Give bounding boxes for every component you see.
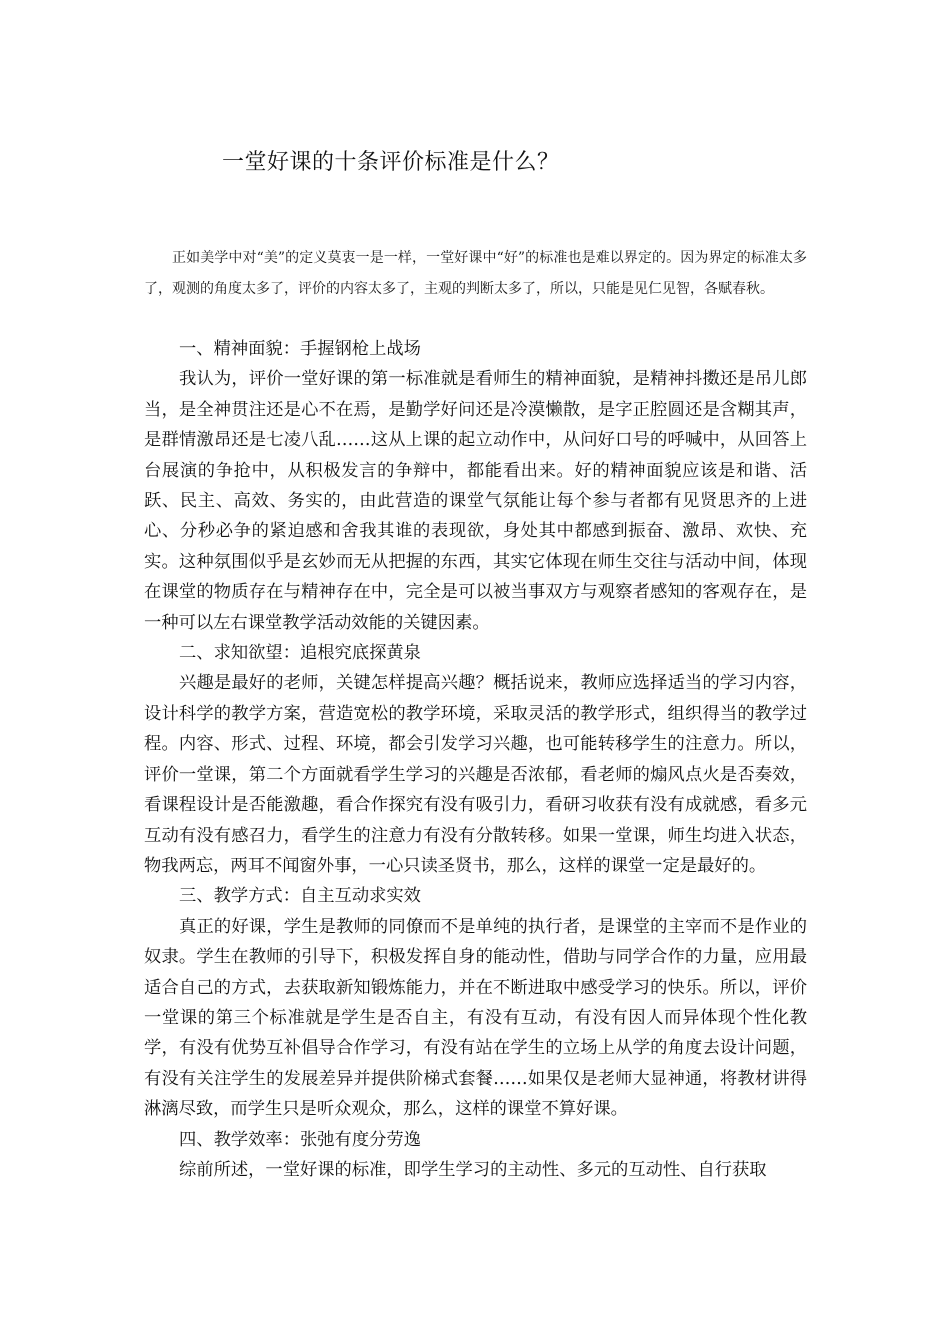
intro-paragraph: 正如美学中对“美”的定义莫衷一是一样，一堂好课中“好”的标准也是难以界定的。因为界定的标准太多了，观测的角度太多了，评价的内容太多了，主观的判断太多了，所以，只能是见仁见智，各赋春秋。: [144, 250, 807, 297]
document-body: [144, 334, 807, 1185]
section-paragraph-2: 兴趣是最好的老师，关键怎样提高兴趣？概括说来，教师应选择适当的学习内容，设计科学的教学方案，营造宽松的教学环境，采取灵活的教学形式，组织得当的教学过程。内容、形式、过程、环境，都会引发学习兴趣，也可能转移学生的注意力。所以，评价一堂课，第二个方面就看学生学习的兴趣是否浓郁，看老师的煽风点火是否奏效，看课程设计是否能激趣，看合作探究有没有吸引力，看研习收获有没有成就感，看多元互动有没有感召力，看学生的注意力有没有分散转移。如果一堂课，师生均进入状态，物我两忘，两耳不闻窗外事，一心只读圣贤书，那么，这样的课堂一定是最好的。: [144, 673, 807, 876]
section-heading-3: 三、教学方式：自主互动求实效: [179, 886, 421, 907]
section-heading-2: 二、求知欲望：追根究底探黄泉: [179, 643, 421, 664]
section-heading-4: 四、教学效率：张弛有度分劳逸: [179, 1129, 421, 1150]
section-paragraph-1: 我认为，评价一堂好课的第一标准就是看师生的精神面貌，是精神抖擞还是吊儿郎当，是全神贯注还是心不在焉，是勤学好问还是冷漠懒散，是字正腔圆还是含糊其声，是群情激昂还是七凌八乱……这从上课的起立动作中，从问好口号的呼喊中，从回答上台展演的争抢中，从积极发言的争辩中，都能看出来。好的精神面貌应该是和谐、活跃、民主、高效、务实的，由此营造的课堂气氛能让每个参与者都有见贤思齐的上进心、分秒必争的紧迫感和舍我其谁的表现欲，身处其中都感到振奋、激昂、欢快、充实。这种氛围似乎是玄妙而无从把握的东西，其实它体现在师生交往与活动中间，体现在课堂的物质存在与精神存在中，完全是可以被当事双方与观察者感知的客观存在，是一种可以左右课堂教学活动效能的关键因素。: [144, 369, 807, 633]
document-title: 一堂好课的十条评价标准是什么？: [222, 150, 560, 175]
section-paragraph-4: 综前所述，一堂好课的标准，即学生学习的主动性、多元的互动性、自行获取: [179, 1159, 767, 1180]
section-heading-1: 一、精神面貌：手握钢枪上战场: [179, 339, 421, 359]
section-paragraph-3: 真正的好课，学生是教师的同僚而不是单纯的执行者，是课堂的主宰而不是作业的奴隶。学生在教师的引导下，积极发挥自身的能动性，借助与同学合作的力量，应用最适合自己的方式，去获取新知锻炼能力，并在不断进取中感受学习的快乐。所以，评价一堂课的第三个标准就是学生是否自主，有没有互动，有没有因人而异体现个性化教学，有没有优势互补倡导合作学习，有没有站在学生的立场上从学的角度去设计问题，有没有关注学生的发展差异并提供阶梯式套餐……如果仅是老师大显神通，将教材讲得淋漓尽致，而学生只是听众观众，那么，这样的课堂不算好课。: [144, 916, 807, 1120]
